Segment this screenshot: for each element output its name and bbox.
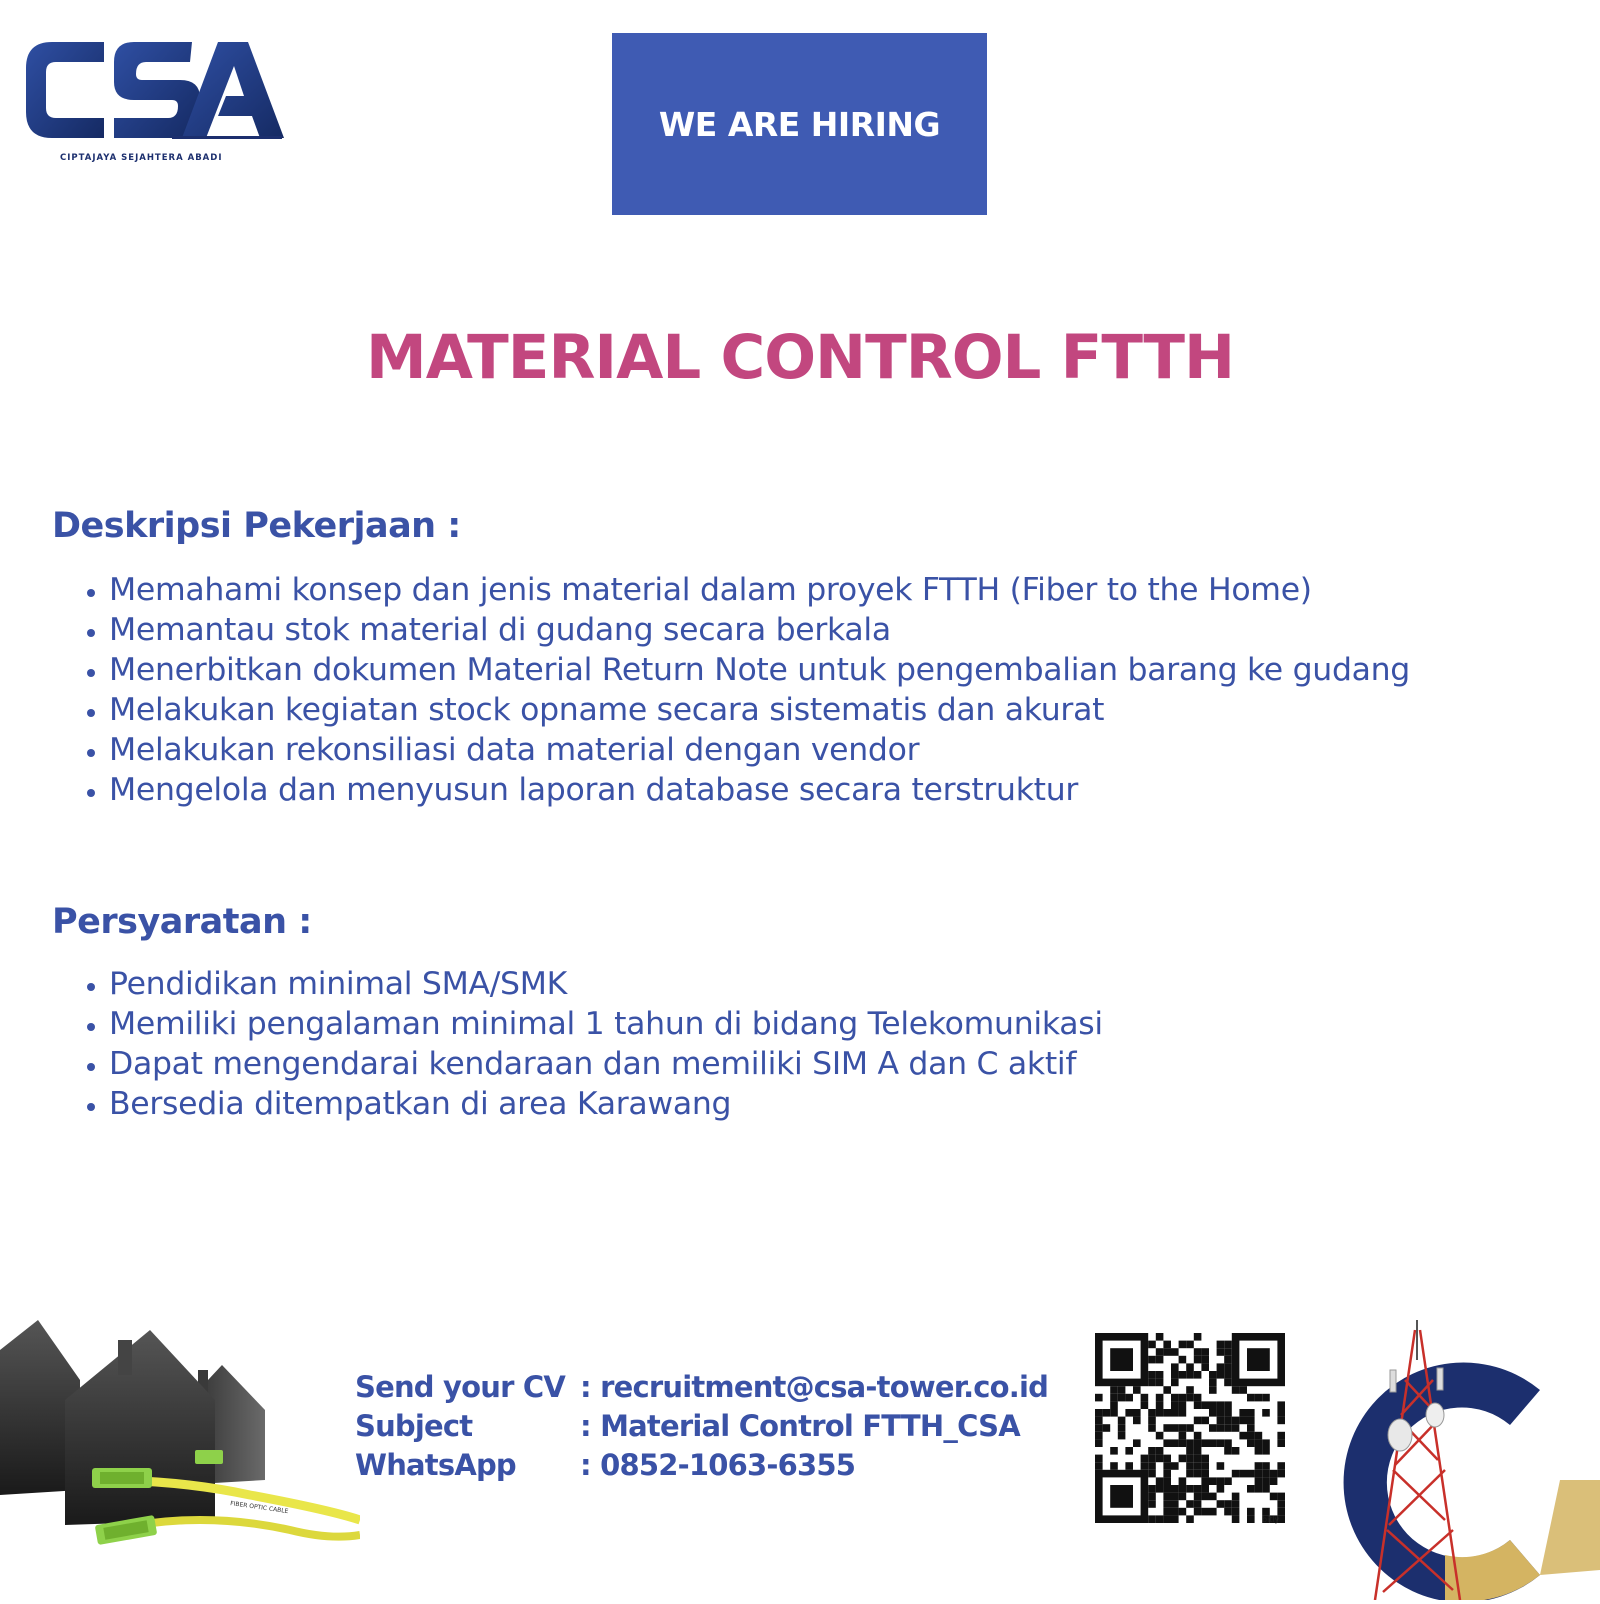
list-item: • Melakukan kegiatan stock opname secara sistematis dan akurat — [109, 690, 1410, 730]
requirements-list — [0, 964, 1103, 1124]
hiring-banner — [612, 33, 987, 215]
telecom-tower-icon — [1305, 1320, 1600, 1600]
whatsapp-number[interactable]: : 0852-1063-6355 — [580, 1448, 856, 1482]
cv-email[interactable]: : recruitment@csa-tower.co.id — [580, 1370, 1049, 1404]
list-item: • Mengelola dan menyusun laporan database secara terstruktur — [109, 770, 1410, 810]
contact-row-subject — [355, 1407, 1048, 1446]
contact-row-cv — [355, 1368, 1048, 1407]
cv-label: Send your CV — [355, 1370, 566, 1404]
qr-caption: bitly — [1262, 1515, 1280, 1524]
list-item: • Memantau stok material di gudang secara berkala — [109, 610, 1410, 650]
subject-label: Subject — [355, 1409, 473, 1443]
list-item: • Dapat mengendarai kendaraan dan memiliki SIM A dan C aktif — [109, 1044, 1103, 1084]
hiring-label: WE ARE HIRING — [658, 104, 941, 144]
whatsapp-label: WhatsApp — [355, 1448, 516, 1482]
contact-row-whatsapp — [355, 1446, 1048, 1485]
job-title: MATERIAL CONTROL FTTH — [366, 322, 1234, 393]
cable-label: FIBER OPTIC CABLE — [229, 1500, 289, 1516]
list-item: • Pendidikan minimal SMA/SMK — [109, 964, 1103, 1004]
qr-code[interactable] — [1092, 1330, 1288, 1526]
company-logo — [22, 38, 292, 168]
requirements-heading: Persyaratan : — [52, 902, 312, 942]
description-heading: Deskripsi Pekerjaan : — [52, 506, 461, 546]
description-list — [0, 570, 1410, 810]
list-item: • Melakukan rekonsiliasi data material dengan vendor — [109, 730, 1410, 770]
list-item: • Menerbitkan dokumen Material Return Note untuk pengembalian barang ke gudang — [109, 650, 1410, 690]
fiber-houses-icon — [0, 1320, 360, 1600]
list-item: • Memahami konsep dan jenis material dalam proyek FTTH (Fiber to the Home) — [109, 570, 1410, 610]
contact-info — [355, 1368, 1048, 1485]
logo-tagline: CIPTAJAYA SEJAHTERA ABADI — [60, 153, 223, 163]
list-item: • Bersedia ditempatkan di area Karawang — [109, 1084, 1103, 1124]
subject-value: : Material Control FTTH_CSA — [580, 1409, 1020, 1443]
list-item: • Memiliki pengalaman minimal 1 tahun di bidang Telekomunikasi — [109, 1004, 1103, 1044]
